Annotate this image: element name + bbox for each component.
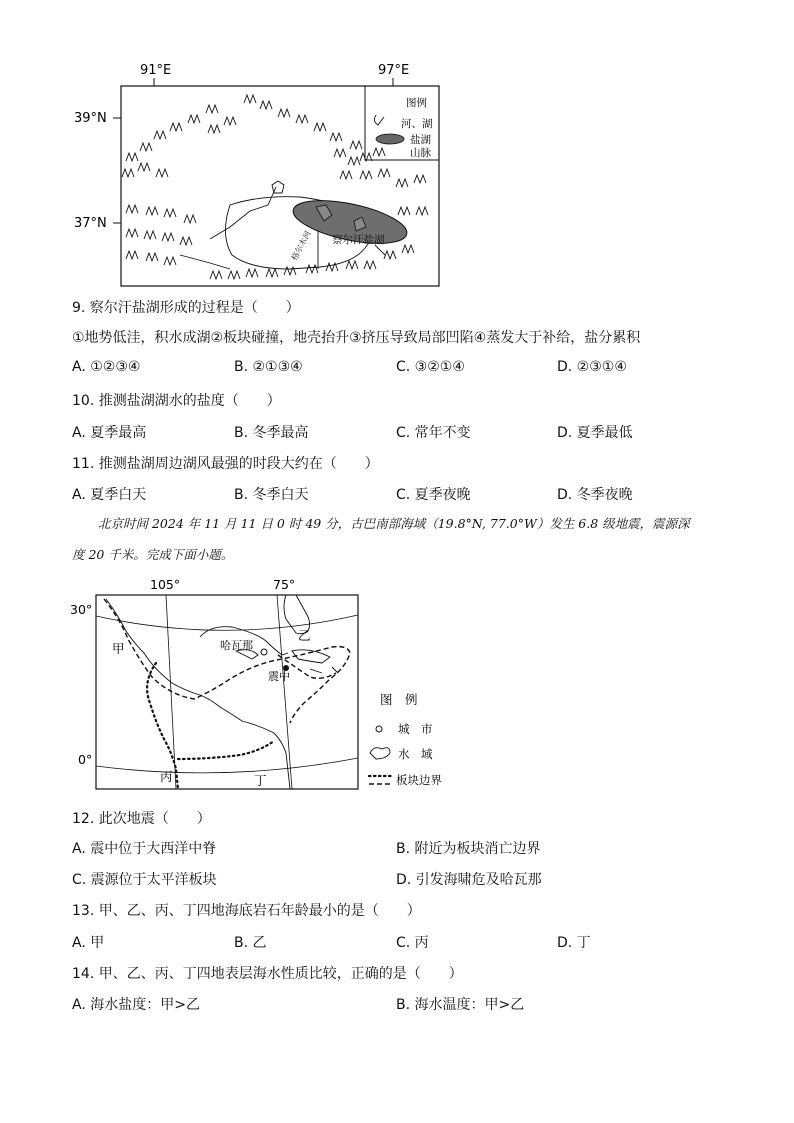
map2-legend-title: 图 例 — [380, 692, 418, 707]
q9-option-b[interactable]: B. ②①③④ — [234, 359, 303, 375]
legend-river: 河、湖 — [401, 118, 433, 130]
mountain-symbols — [122, 95, 428, 279]
salt-lake-map — [60, 55, 460, 295]
q11-option-d[interactable]: D. 冬季夜晚 — [557, 487, 633, 503]
q11-option-a[interactable]: A. 夏季白天 — [72, 487, 147, 503]
q13-option-a[interactable]: A. 甲 — [72, 935, 105, 951]
lon-label-75: 75° — [273, 577, 296, 592]
q9-option-d[interactable]: D. ②③①④ — [557, 359, 627, 375]
q12-option-d[interactable]: D. 引发海啸危及哈瓦那 — [396, 872, 542, 888]
q11-option-b[interactable]: B. 冬季白天 — [234, 487, 309, 503]
legend-salt-lake: 盐湖 — [410, 134, 431, 146]
place-label-jia: 甲 — [112, 641, 125, 656]
q12-option-b[interactable]: B. 附近为板块消亡边界 — [396, 841, 541, 857]
map1-legend-title: 图例 — [406, 97, 427, 109]
passage-line-2: 度 20 千米。完成下面小题。 — [72, 547, 234, 562]
earthquake-passage — [72, 508, 732, 570]
salt-lake-label: 察尔汗盐湖 — [332, 234, 385, 246]
q13-option-c[interactable]: C. 丙 — [396, 935, 429, 951]
q12-option-c[interactable]: C. 震源位于太平洋板块 — [72, 872, 217, 888]
lat-label-0: 0° — [78, 752, 93, 767]
question-12-stem: 12. 此次地震（ ） — [72, 811, 211, 827]
q11-option-c[interactable]: C. 夏季夜晚 — [396, 487, 471, 503]
epicenter-label: 震中 — [268, 670, 290, 683]
legend-water-swatch — [370, 748, 390, 759]
question-11-stem: 11. 推测盐湖周边湖风最强的时段大约在（ ） — [72, 456, 379, 472]
place-label-ding: 丁 — [254, 773, 267, 788]
question-14-stem: 14. 甲、乙、丙、丁四地表层海水性质比较，正确的是（ ） — [72, 966, 463, 982]
lat-label-39: 39°N — [74, 111, 107, 126]
lon-label-97: 97°E — [378, 63, 410, 78]
question-9-stem: 9. 察尔汗盐湖形成的过程是（ ） — [72, 300, 300, 316]
passage-line-1: 北京时间 2024 年 11 月 11 日 0 时 49 分，古巴南部海域（19.8°N, 77.0°W）发生 6.8 级地震，震源深 — [98, 516, 690, 531]
q10-option-c[interactable]: C. 常年不变 — [396, 425, 471, 441]
lat-label-37: 37°N — [74, 216, 107, 231]
place-label-bing: 丙 — [160, 769, 173, 784]
q14-option-a[interactable]: A. 海水盐度：甲>乙 — [72, 997, 200, 1013]
question-10-stem: 10. 推测盐湖湖水的盐度（ ） — [72, 393, 281, 409]
caribbean-plate-map — [60, 573, 460, 798]
q14-option-b[interactable]: B. 海水温度：甲>乙 — [396, 997, 525, 1013]
lon-label-91: 91°E — [140, 63, 172, 78]
legend-plate-boundary: 板块边界 — [396, 773, 442, 787]
river-label: 格尔木河 — [289, 229, 313, 262]
q9-option-c[interactable]: C. ③②①④ — [396, 359, 465, 375]
q10-option-a[interactable]: A. 夏季最高 — [72, 425, 147, 441]
q10-option-b[interactable]: B. 冬季最高 — [234, 425, 309, 441]
q13-option-b[interactable]: B. 乙 — [234, 935, 267, 951]
place-label-yi: 乙 — [298, 628, 311, 643]
q13-option-d[interactable]: D. 丁 — [557, 935, 591, 951]
q10-option-d[interactable]: D. 夏季最低 — [557, 425, 633, 441]
question-13-stem: 13. 甲、乙、丙、丁四地海底岩石年龄最小的是（ ） — [72, 903, 421, 919]
havana-city-marker — [261, 649, 267, 655]
legend-city: 城 市 — [398, 722, 433, 736]
plate-boundary-dashed — [104, 599, 350, 723]
legend-mountain: 山脉 — [410, 147, 431, 159]
question-9-statements: ①地势低洼，积水成湖②板块碰撞，地壳抬升③挤压导致局部凹陷④蒸发大于补给，盐分累积 — [72, 330, 641, 346]
lon-label-105: 105° — [150, 577, 181, 592]
lat-label-30: 30° — [70, 602, 93, 617]
legend-salt-lake-swatch — [376, 134, 404, 144]
legend-water: 水 域 — [398, 747, 433, 761]
q12-option-a[interactable]: A. 震中位于大西洋中脊 — [72, 841, 217, 857]
havana-label: 哈瓦那 — [220, 639, 253, 652]
map2-frame — [96, 595, 358, 789]
q9-option-a[interactable]: A. ①②③④ — [72, 359, 141, 375]
